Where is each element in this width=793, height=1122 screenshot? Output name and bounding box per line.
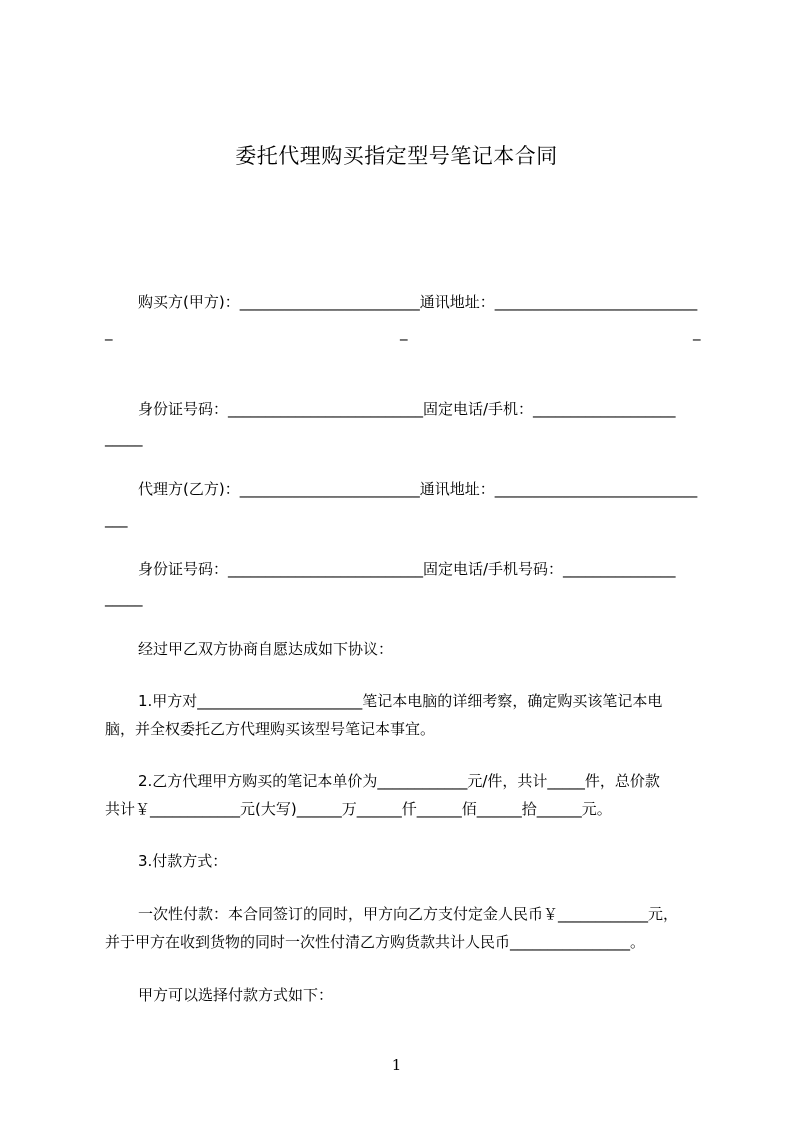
buyer-info-line: 购买方(甲方)：________________________通讯地址：___________________________ bbox=[138, 293, 698, 311]
clause-3-heading: 3.付款方式： bbox=[138, 852, 228, 870]
stub-right: _ bbox=[693, 323, 701, 341]
page-number: 1 bbox=[391, 1056, 402, 1074]
stub-left: _ bbox=[105, 323, 113, 341]
clause-3-line-2: 并于甲方在收到货物的同时一次性付清乙方购货款共计人民币________________。 bbox=[105, 933, 646, 951]
clause-1-line-2: 脑，并全权委托乙方代理购买该型号笔记本事宜。 bbox=[105, 720, 436, 738]
document-title: 委托代理购买指定型号笔记本合同 bbox=[235, 144, 558, 168]
clause-2-line-2: 共计￥____________元(大写)______万______仟______佰______拾______元。 bbox=[105, 800, 612, 818]
clause-2-line-1: 2.乙方代理甲方购买的笔记本单价为____________元/件，共计_____件，总价款 bbox=[138, 772, 660, 790]
agent-info-continuation: ___ bbox=[105, 510, 128, 528]
clause-1-line-1: 1.甲方对______________________笔记本电脑的详细考察，确定购买该笔记本电 bbox=[138, 692, 663, 710]
agreement-intro: 经过甲乙双方协商自愿达成如下协议： bbox=[138, 640, 394, 658]
buyer-id-line: 身份证号码：__________________________固定电话/手机：___________________ bbox=[138, 400, 676, 418]
payment-options-line: 甲方可以选择付款方式如下： bbox=[138, 986, 334, 1004]
buyer-underline-stubs bbox=[105, 320, 702, 344]
buyer-id-continuation: _____ bbox=[105, 429, 143, 447]
agent-info-line: 代理方(乙方)：________________________通讯地址：___________________________ bbox=[138, 480, 698, 498]
agent-id-continuation: _____ bbox=[105, 589, 143, 607]
agent-id-line: 身份证号码：__________________________固定电话/手机号码：_______________ bbox=[138, 560, 676, 578]
stub-middle: _ bbox=[400, 323, 408, 341]
clause-3-line-1: 一次性付款：本合同签订的同时，甲方向乙方支付定金人民币￥____________元， bbox=[138, 905, 679, 923]
